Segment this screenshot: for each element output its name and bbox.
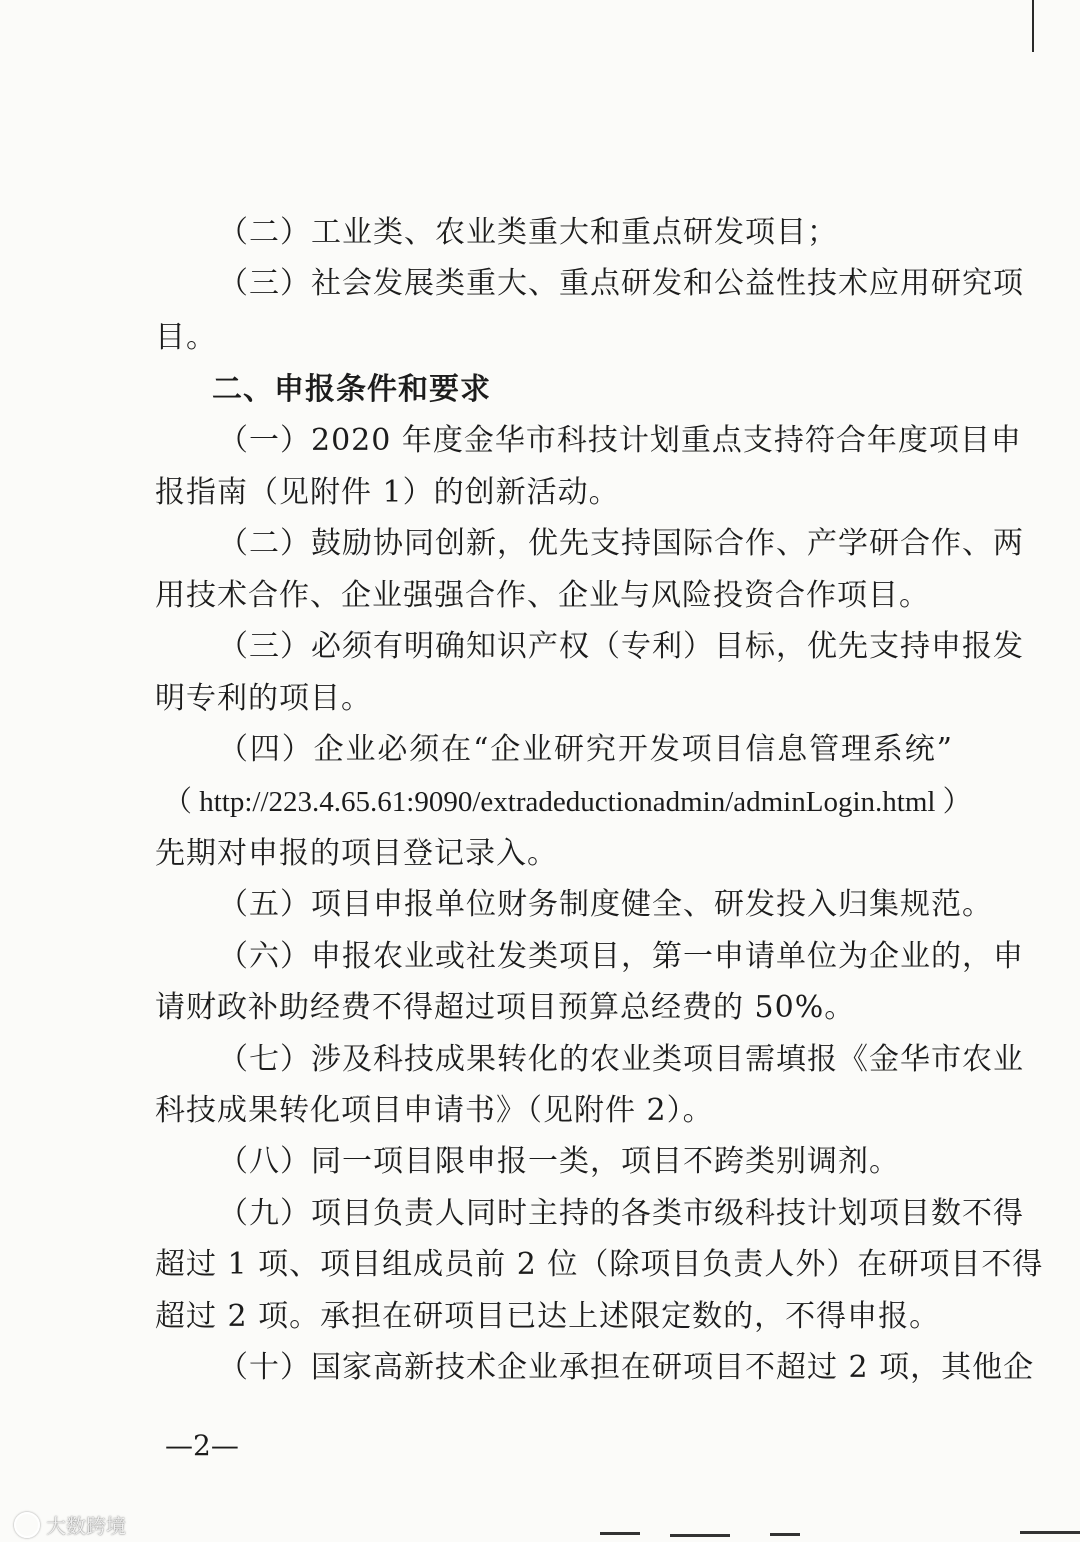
text-line: （一）2020 年度金华市科技计划重点支持符合年度项目申 xyxy=(218,423,1022,458)
top-rule xyxy=(1032,0,1034,52)
watermark-text: 大数跨境 xyxy=(46,1514,126,1538)
text-line: （三）社会发展类重大、重点研发和公益性技术应用研究项 xyxy=(218,266,1024,301)
scan-mark xyxy=(1020,1531,1080,1534)
scan-mark xyxy=(600,1532,640,1535)
section-heading: 二、申报条件和要求 xyxy=(212,372,491,407)
text-line: （二）工业类、农业类重大和重点研发项目； xyxy=(218,215,838,250)
text-line: （四）企业必须在“企业研究开发项目信息管理系统” xyxy=(218,732,953,767)
watermark-logo-icon xyxy=(14,1512,40,1538)
text-line: （十）国家高新技术企业承担在研项目不超过 2 项，其他企 xyxy=(218,1350,1035,1385)
text-line: 超过 2 项。承担在研项目已达上述限定数的，不得申报。 xyxy=(155,1299,941,1334)
text-line: 目。 xyxy=(155,320,217,355)
text-line: （五）项目申报单位财务制度健全、研发投入归集规范。 xyxy=(218,887,993,922)
text-line: 用技术合作、企业强强合作、企业与风险投资合作项目。 xyxy=(155,578,930,613)
scan-artifacts xyxy=(580,1528,1080,1542)
scan-mark xyxy=(770,1533,800,1536)
text-line: （九）项目负责人同时主持的各类市级科技计划项目数不得 xyxy=(218,1196,1024,1231)
text-line: 请财政补助经费不得超过项目预算总经费的 50%。 xyxy=(155,990,856,1025)
text-line: （七）涉及科技成果转化的农业类项目需填报《金华市农业 xyxy=(218,1042,1024,1077)
text-line: （二）鼓励协同创新，优先支持国际合作、产学研合作、两 xyxy=(218,526,1024,561)
text-line: （六）申报农业或社发类项目，第一申请单位为企业的，申 xyxy=(218,939,1024,974)
text-line: 先期对申报的项目登记录入。 xyxy=(155,836,558,871)
watermark xyxy=(14,1510,126,1539)
text-line: 科技成果转化项目申请书》（见附件 2）。 xyxy=(155,1093,714,1128)
text-line: 明专利的项目。 xyxy=(155,681,372,716)
text-line: （三）必须有明确知识产权（专利）目标，优先支持申报发 xyxy=(218,629,1024,664)
scan-mark xyxy=(670,1534,730,1537)
page-number: —2— xyxy=(165,1429,239,1462)
text-line: 超过 1 项、项目组成员前 2 位（除项目负责人外）在研项目不得 xyxy=(155,1247,1044,1282)
url-line: （ http://223.4.65.61:9090/extradeductionadmin/adminLogin.html ） xyxy=(163,786,972,818)
text-line: 报指南（见附件 1）的创新活动。 xyxy=(155,475,620,510)
text-line: （八）同一项目限申报一类，项目不跨类别调剂。 xyxy=(218,1144,900,1179)
